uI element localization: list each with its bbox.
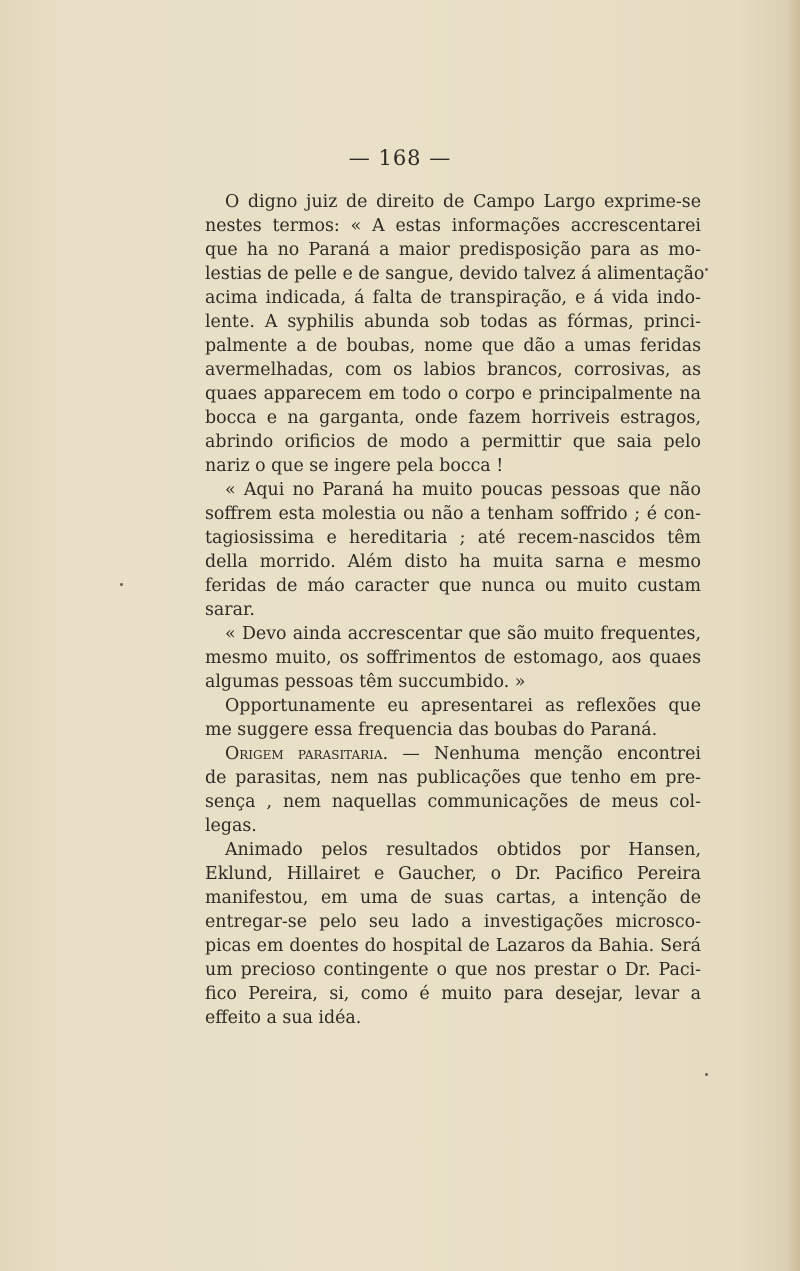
text-line: « Aqui no Paraná ha muito poucas pessoas que não	[225, 480, 701, 500]
text-line: sarar.	[205, 600, 255, 620]
text-line: lestias de pelle e de sangue, devido talvez á alimentação	[205, 264, 705, 284]
text-line: um precioso contingente o que nos prestar o Dr. Paci-	[205, 960, 701, 980]
text-line: avermelhadas, com os labios brancos, corrosivas, as	[205, 360, 701, 380]
text-line: effeito a sua idéa.	[205, 1008, 362, 1028]
text-line: lente. A syphilis abunda sob todas as fórmas, princi-	[205, 312, 701, 332]
text-line: manifestou, em uma de suas cartas, a intenção de	[205, 888, 701, 908]
paper-speck	[705, 268, 708, 271]
text-line	[205, 742, 701, 766]
text-line: soffrem esta molestia ou não a tenham soffrido ; é con-	[205, 504, 701, 524]
paper-speck	[705, 1073, 708, 1076]
text-line: nariz o que se ingere pela bocca !	[205, 456, 504, 476]
text-line: entregar-se pelo seu lado a investigações microsco-	[205, 912, 701, 932]
text-line: fico Pereira, si, como é muito para desejar, levar a	[205, 984, 701, 1004]
text-line: sença , nem naquellas communicações de meus col-	[205, 792, 701, 812]
text-line: O digno juiz de direito de Campo Largo exprime-se	[225, 192, 701, 212]
section-heading: Origem parasitaria.	[225, 744, 389, 764]
paper-speck	[120, 583, 123, 586]
paragraph	[205, 694, 701, 742]
text-line: mesmo muito, os soffrimentos de estomago, aos quaes	[205, 648, 701, 668]
text-line: picas em doentes do hospital de Lazaros da Bahia. Será	[205, 936, 701, 956]
paragraph	[205, 622, 701, 694]
text-line: me suggere essa frequencia das boubas do Paraná.	[205, 720, 658, 740]
paragraph	[205, 190, 705, 478]
page-edge-shadow	[786, 0, 800, 1271]
text-line: de parasitas, nem nas publicações que tenho em pre-	[205, 768, 701, 788]
text-line: Opportunamente eu apresentarei as reflexões que	[225, 696, 701, 716]
text-line: « Devo ainda accrescentar que são muito frequentes,	[225, 624, 701, 644]
paragraph	[205, 742, 701, 838]
text-line: Animado pelos resultados obtidos por Hansen,	[225, 840, 701, 860]
text-line: tagiosissima e hereditaria ; até recem-nascidos têm	[205, 528, 701, 548]
page-number: — 168 —	[348, 146, 452, 170]
text-line: abrindo orificios de modo a permittir que saia pelo	[205, 432, 701, 452]
text-line: legas.	[205, 816, 257, 836]
text-line: feridas de máo caracter que nunca ou muito custam	[205, 576, 701, 596]
text-line: que ha no Paraná a maior predisposição para as mo-	[205, 240, 701, 260]
text-line: quaes apparecem em todo o corpo e principalmente na	[205, 384, 701, 404]
text-line: Eklund, Hillairet e Gaucher, o Dr. Pacifico Pereira	[205, 864, 701, 884]
paragraph	[205, 838, 701, 1030]
text-line: palmente a de boubas, nome que dão a umas feridas	[205, 336, 701, 356]
text-line: bocca e na garganta, onde fazem horriveis estragos,	[205, 408, 701, 428]
paragraph	[205, 478, 701, 622]
text-line: della morrido. Além disto ha muita sarna e mesmo	[205, 552, 701, 572]
body-text	[205, 190, 705, 1030]
text-run: — Nenhuma menção encontrei	[388, 744, 701, 764]
text-line: algumas pessoas têm succumbido. »	[205, 672, 526, 692]
text-line: nestes termos: « A estas informações accrescentarei	[205, 216, 701, 236]
text-line: acima indicada, á falta de transpiração, e á vida indo-	[205, 288, 701, 308]
